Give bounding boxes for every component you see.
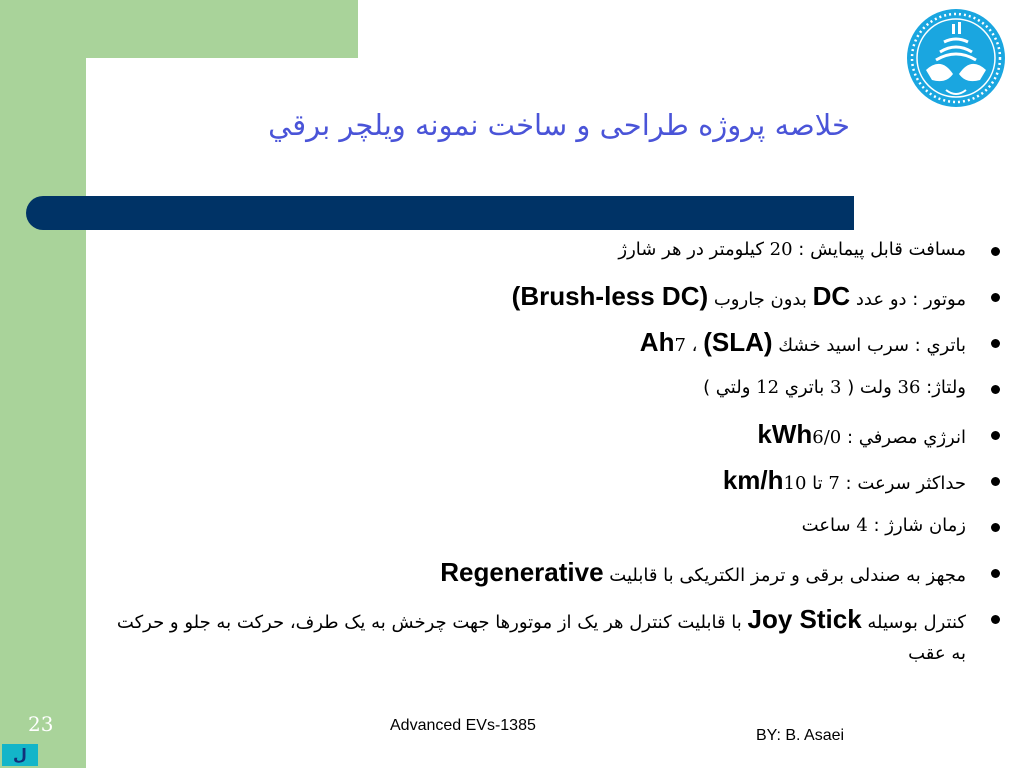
- item-text: تا: [806, 473, 829, 494]
- list-item: [100, 282, 1020, 328]
- item-latin-text: DC: [812, 281, 851, 311]
- item-text: ساعت: [801, 515, 857, 536]
- item-number: 6/0: [812, 427, 842, 448]
- item-text: ،: [685, 335, 704, 356]
- item-text: حداکثر سرعت :: [839, 473, 966, 494]
- item-latin-text: (SLA): [703, 327, 773, 357]
- item-latin-text: Regenerative: [440, 557, 604, 587]
- item-text: کيلومتر در هر شارژ: [618, 239, 770, 260]
- item-number: 36: [897, 377, 921, 398]
- item-latin-text: kWh: [750, 419, 813, 449]
- item-latin-text: Ah: [632, 327, 675, 357]
- list-item: [100, 466, 1020, 512]
- list-item: [100, 374, 1020, 420]
- bullet-icon: [991, 431, 1000, 440]
- footer-author: BY: B. Asaei: [756, 727, 845, 744]
- footer-course: Advanced EVs-1385: [390, 717, 536, 734]
- list-item: [100, 236, 1020, 282]
- item-text: انرژي مصرفي :: [841, 427, 966, 448]
- item-text: باتري: [779, 377, 831, 398]
- list-item: [100, 558, 1020, 604]
- item-number: 20: [769, 239, 793, 260]
- list-item: [100, 328, 1020, 374]
- bullet-icon: [991, 523, 1000, 532]
- item-number: 7: [828, 473, 840, 494]
- item-text: کنترل بوسيله: [861, 612, 966, 633]
- item-text: مجهز به صندلی برقی و ترمز الکتریکی با قابليت: [603, 565, 966, 586]
- list-item: [100, 420, 1020, 466]
- item-text: بدون جاروب: [708, 289, 813, 310]
- left-green-band: [0, 0, 86, 768]
- navigation-icon[interactable]: ل: [2, 744, 38, 766]
- item-latin-text: km/h: [715, 465, 784, 495]
- top-green-band: [0, 0, 358, 58]
- university-of-tehran-logo-icon: [906, 8, 1006, 108]
- bullet-icon: [991, 247, 1000, 256]
- item-text: باتري : سرب اسيد خشك: [772, 335, 966, 356]
- item-number: 12: [756, 377, 780, 398]
- item-latin-text: Joy Stick: [747, 604, 862, 634]
- bullet-icon: [991, 385, 1000, 394]
- item-number: 10: [783, 473, 807, 494]
- page-number: 23: [28, 712, 54, 736]
- item-number: 4: [856, 515, 868, 536]
- slide-title: خلاصه پروژه طراحی و ساخت نمونه ويلچر برقي: [268, 108, 850, 142]
- item-text: با قابليت کنترل هر يک از موتورها جهت چرخش به يک طرف، حرکت به جلو و حرکت به عقب: [116, 612, 966, 664]
- title-underline-bar: [26, 196, 854, 230]
- item-number: 3: [830, 377, 842, 398]
- item-text: زمان شارژ :: [867, 515, 966, 536]
- item-text: موتور : دو عدد: [850, 289, 966, 310]
- item-text: ولتي ): [703, 377, 757, 398]
- item-text: مسافت قابل پيمايش :: [792, 239, 966, 260]
- item-text: ولتاژ:: [920, 377, 966, 398]
- bullet-icon: [991, 293, 1000, 302]
- bullet-icon: [991, 615, 1000, 624]
- bullet-icon: [991, 477, 1000, 486]
- list-item: [100, 604, 1020, 666]
- list-item: [100, 512, 1020, 558]
- item-text: ولت (: [841, 377, 898, 398]
- item-latin-text: (Brush-less DC): [511, 281, 709, 311]
- bullet-icon: [991, 339, 1000, 348]
- bullet-list: [100, 236, 1020, 666]
- item-number: 7: [674, 335, 686, 356]
- bullet-icon: [991, 569, 1000, 578]
